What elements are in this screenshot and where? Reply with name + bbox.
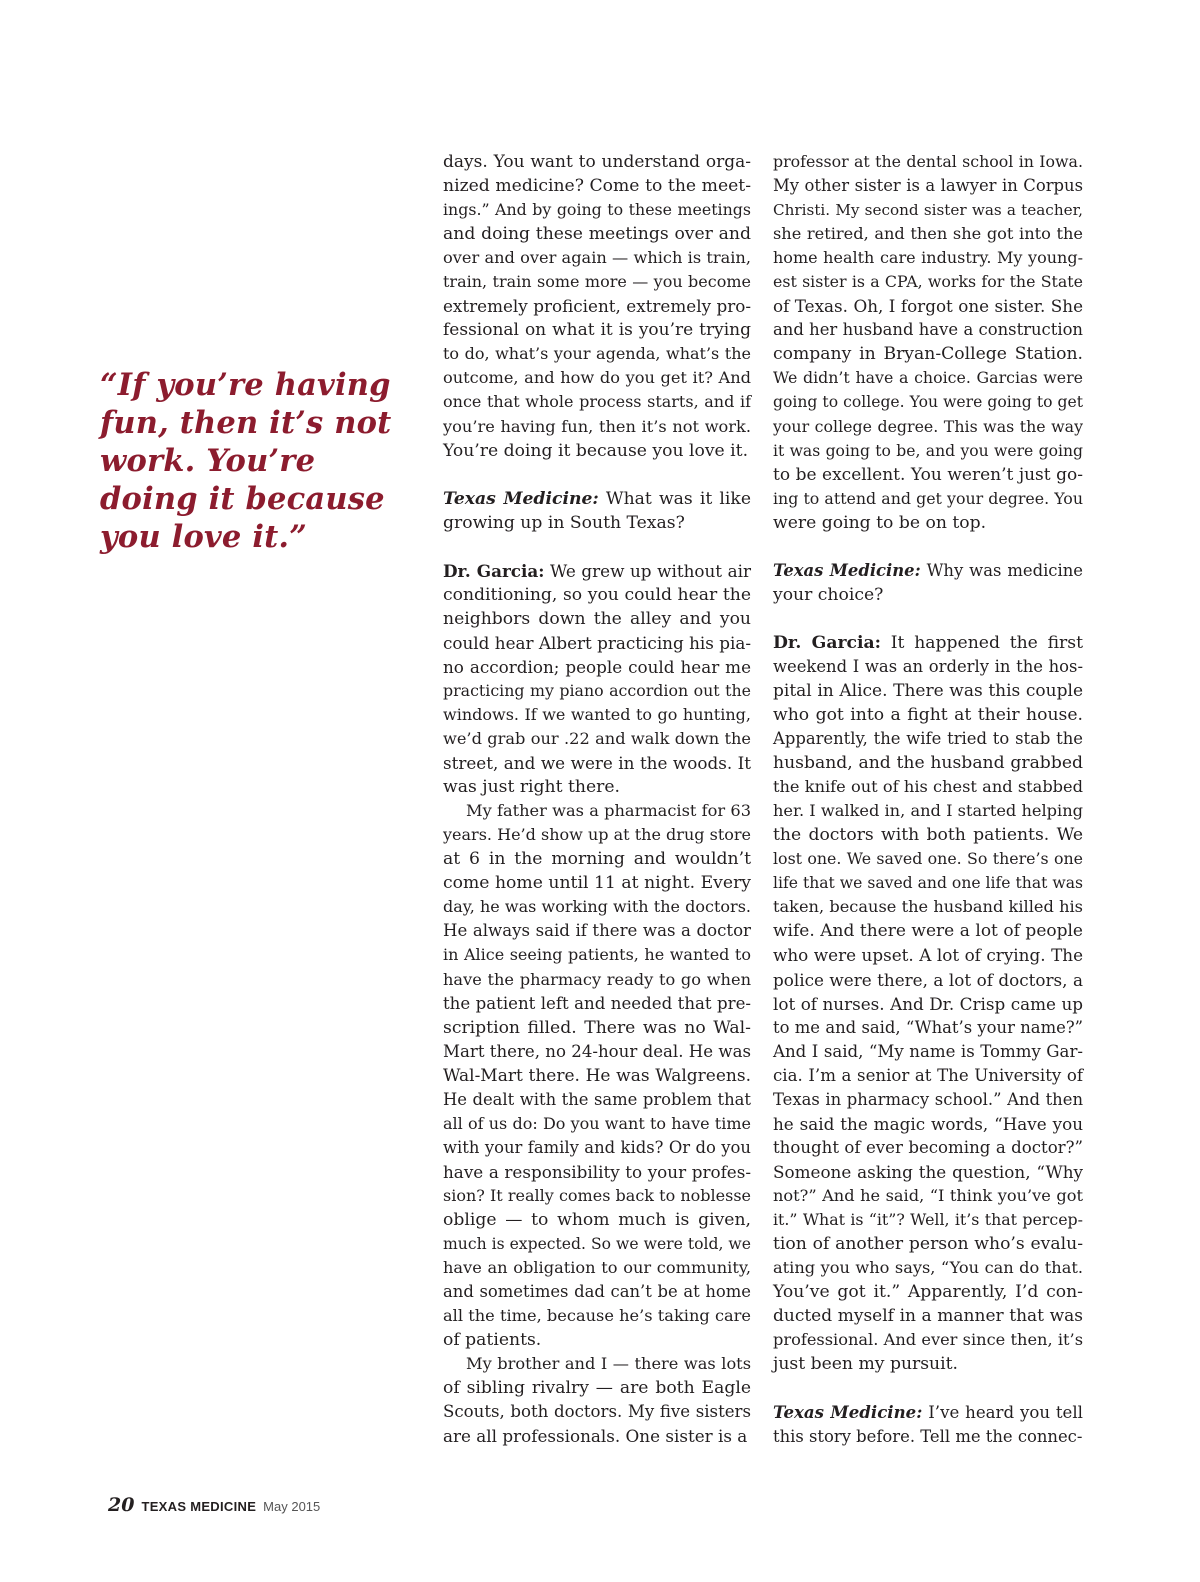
article-column-2	[773, 150, 1083, 1449]
text-line	[773, 1400, 1083, 1425]
paragraph	[443, 1352, 751, 1448]
text-line	[773, 775, 1083, 799]
line-text: Apparently, the wife tried to stab the	[773, 729, 1083, 749]
line-text: It happened the first	[881, 632, 1084, 653]
text-line	[773, 1112, 1083, 1136]
line-text: company in Bryan-College Station.	[773, 344, 1083, 365]
text-line	[443, 607, 751, 631]
speaker-label: Texas Medicine:	[773, 1402, 923, 1423]
line-text: once that whole process starts, and if	[443, 392, 751, 412]
text-line	[773, 390, 1083, 414]
line-text: My other sister is a lawyer in Corpus	[773, 176, 1083, 196]
text-line	[443, 1208, 751, 1232]
line-text: practicing my piano accordion out the	[443, 680, 751, 700]
text-line	[773, 943, 1083, 967]
line-text: Texas in pharmacy school.” And then	[773, 1089, 1083, 1109]
line-text: oblige — to whom much is given,	[443, 1209, 751, 1230]
text-line	[773, 246, 1083, 270]
question	[443, 487, 751, 535]
line-text: day, he was working with the doctors.	[443, 897, 751, 917]
text-line	[443, 1040, 751, 1064]
line-text: her. I walked in, and I started helping	[773, 801, 1083, 821]
line-text: tion of another person who’s evalu-	[773, 1234, 1083, 1255]
text-line	[773, 342, 1083, 366]
text-line	[443, 1232, 751, 1256]
line-text: have an obligation to our community,	[443, 1258, 751, 1278]
line-text: And I said, “My name is Tommy Gar-	[773, 1041, 1083, 1061]
answer	[443, 559, 751, 799]
text-line	[443, 1304, 751, 1328]
line-text: he said the magic words, “Have you	[773, 1113, 1083, 1134]
line-text: at 6 in the morning and wouldn’t	[443, 849, 751, 870]
line-text: to me and said, “What’s your name?”	[773, 1017, 1083, 1037]
text-line	[773, 1328, 1083, 1352]
line-text: fun, then it’s not	[100, 405, 392, 441]
text-line	[773, 1304, 1083, 1328]
line-text: growing up in South Texas?	[443, 512, 685, 533]
text-line	[773, 511, 1083, 535]
line-text: with your family and kids? Or do you	[443, 1137, 751, 1157]
text-line	[773, 871, 1083, 895]
page-footer	[108, 1494, 320, 1516]
line-text: cia. I’m a senior at The University of	[773, 1065, 1083, 1085]
text-line	[773, 174, 1083, 198]
line-text: You’ve got it.” Apparently, I’d con-	[773, 1282, 1083, 1303]
text-line	[773, 1208, 1083, 1232]
line-text: taken, because the husband killed his	[773, 897, 1083, 917]
speaker-label: Texas Medicine:	[773, 560, 921, 580]
text-line	[773, 727, 1083, 751]
text-line	[443, 246, 751, 270]
text-line	[443, 222, 751, 246]
text-line	[773, 1160, 1083, 1184]
text-line	[773, 799, 1083, 823]
text-line	[443, 198, 751, 222]
line-text: “If you’re having	[100, 367, 391, 403]
text-line	[443, 1424, 751, 1448]
line-text: outcome, and how do you get it? And	[443, 368, 751, 388]
line-text: to do, what’s your agenda, what’s the	[443, 344, 751, 364]
line-text: extremely proficient, extremely pro-	[443, 296, 751, 317]
text-line	[773, 415, 1083, 439]
line-text: not?” And he said, “I think you’ve got	[773, 1185, 1083, 1205]
line-text: Why was medicine	[920, 560, 1083, 580]
line-text: who were upset. A lot of crying. The	[773, 945, 1083, 966]
speaker-label: Dr. Garcia:	[773, 632, 881, 653]
line-text: going to college. You were going to get	[773, 393, 1083, 412]
line-text: your choice?	[773, 584, 884, 605]
text-line	[443, 415, 751, 439]
text-line	[443, 823, 751, 847]
text-line	[773, 366, 1083, 390]
text-line	[443, 751, 751, 775]
line-text: in Alice seeing patients, he wanted to	[443, 945, 751, 965]
line-text: we’d grab our .22 and walk down the	[443, 729, 751, 749]
line-text: of Texas. Oh, I forgot one sister. She	[773, 296, 1083, 317]
line-text: just been my pursuit.	[773, 1354, 958, 1375]
text-line	[773, 1136, 1083, 1160]
line-text: police were there, a lot of doctors, a	[773, 969, 1083, 990]
text-line	[443, 342, 751, 366]
line-text: and her husband have a construction	[773, 320, 1083, 340]
line-text: all the time, because he’s taking care	[443, 1306, 751, 1326]
text-line	[100, 404, 390, 442]
line-text: was just right there.	[443, 777, 620, 798]
line-text: My brother and I — there was lots	[466, 1354, 751, 1374]
text-line	[443, 270, 751, 294]
speaker-label: Dr. Garcia:	[443, 560, 545, 581]
text-line	[443, 1328, 751, 1352]
text-line	[443, 992, 751, 1016]
line-text: Wal-Mart there. He was Walgreens.	[443, 1065, 751, 1086]
line-text: wife. And there were a lot of people	[773, 921, 1083, 942]
text-line	[773, 992, 1083, 1016]
text-line	[443, 150, 751, 174]
line-text: neighbors down the alley and you	[443, 608, 751, 629]
text-line	[773, 655, 1083, 679]
line-text: doing it because	[100, 481, 385, 517]
line-text: lot of nurses. And Dr. Crisp came up	[773, 993, 1083, 1014]
text-line	[773, 487, 1083, 511]
text-line	[773, 1088, 1083, 1112]
line-text: lost one. We saved one. So there’s one	[773, 849, 1083, 869]
line-text: work. You’re	[100, 443, 316, 479]
line-text: professional. And ever since then, it’s	[773, 1330, 1083, 1350]
pull-quote	[100, 366, 390, 556]
line-text: fessional on what it is you’re trying	[443, 320, 751, 341]
line-text: your college degree. This was the way	[773, 416, 1083, 436]
line-text: You’re doing it because you love it.	[443, 440, 749, 461]
line-text: years. He’d show up at the drug store	[443, 825, 751, 845]
text-line	[443, 703, 751, 727]
text-line	[443, 1112, 751, 1136]
text-line	[443, 655, 751, 679]
text-line	[443, 943, 751, 967]
text-line	[100, 442, 390, 480]
line-text: thought of ever becoming a doctor?”	[773, 1137, 1083, 1157]
line-text: you love it.”	[100, 519, 307, 555]
line-text: est sister is a CPA, works for the State	[773, 272, 1083, 292]
text-line	[443, 847, 751, 871]
text-line	[773, 968, 1083, 992]
text-line	[100, 366, 390, 404]
line-text: conditioning, so you could hear the	[443, 584, 751, 605]
line-text: sion? It really comes back to noblesse	[443, 1185, 751, 1205]
line-text: nized medicine? Come to the meet-	[443, 176, 751, 197]
line-text: much is expected. So we were told, we	[443, 1235, 751, 1254]
line-text: husband, and the husband grabbed	[773, 753, 1083, 774]
text-line	[443, 390, 751, 414]
text-line	[773, 463, 1083, 487]
line-text: ating you who says, “You can do that.	[773, 1258, 1083, 1278]
text-line	[773, 919, 1083, 943]
text-line	[443, 487, 751, 511]
text-line	[443, 775, 751, 799]
line-text: all of us do: Do you want to have time	[443, 1113, 751, 1133]
text-line	[773, 1425, 1083, 1449]
question	[773, 559, 1083, 607]
line-text: the knife out of his chest and stabbed	[773, 777, 1083, 797]
text-line	[773, 1280, 1083, 1304]
line-text: Scouts, both doctors. My five sisters	[443, 1402, 751, 1422]
line-text: weekend I was an orderly in the hos-	[773, 656, 1083, 676]
text-line	[773, 583, 1083, 607]
text-line	[443, 799, 751, 823]
text-line	[773, 631, 1083, 655]
text-line	[443, 727, 751, 751]
line-text: no accordion; people could hear me	[443, 656, 751, 677]
text-line	[773, 751, 1083, 775]
article-column-1	[443, 150, 751, 1448]
text-line	[773, 847, 1083, 871]
line-text: come home until 11 at night. Every	[443, 873, 751, 894]
text-line	[443, 1400, 751, 1424]
text-line	[443, 1160, 751, 1184]
text-line	[773, 1064, 1083, 1088]
line-text: pital in Alice. There was this couple	[773, 680, 1083, 701]
line-text: We grew up without air	[544, 560, 751, 581]
line-text: are all professionals. One sister is a	[443, 1426, 748, 1447]
line-text: Someone asking the question, “Why	[773, 1161, 1083, 1182]
text-line	[100, 518, 390, 556]
line-text: We didn’t have a choice. Garcias were	[773, 368, 1083, 388]
line-text: My father was a pharmacist for 63	[466, 801, 751, 821]
text-line	[773, 270, 1083, 294]
paragraph	[773, 150, 1083, 535]
text-line	[773, 222, 1083, 246]
text-line	[443, 583, 751, 607]
paragraph	[443, 799, 751, 1352]
text-line	[773, 294, 1083, 318]
text-line	[443, 1256, 751, 1280]
text-line	[773, 198, 1083, 222]
text-line	[100, 480, 390, 518]
line-text: days. You want to understand orga-	[443, 152, 751, 172]
text-line	[773, 679, 1083, 703]
text-line	[443, 174, 751, 198]
line-text: this story before. Tell me the connec-	[773, 1427, 1083, 1447]
text-line	[443, 1376, 751, 1400]
text-line	[773, 1256, 1083, 1280]
line-text: He dealt with the same problem that	[443, 1089, 751, 1109]
line-text: she retired, and then she got into the	[773, 224, 1083, 244]
line-text: it was going to be, and you were going	[773, 441, 1083, 460]
question	[773, 1400, 1083, 1449]
text-line	[443, 631, 751, 655]
line-text: over and over again — which is train,	[443, 248, 751, 268]
text-line	[443, 439, 751, 463]
line-text: have the pharmacy ready to go when	[443, 969, 751, 989]
line-text: windows. If we wanted to go hunting,	[443, 704, 751, 724]
speaker-label: Texas Medicine:	[443, 488, 599, 509]
text-line	[443, 1280, 751, 1304]
text-line	[443, 1088, 751, 1112]
line-text: scription filled. There was no Wal-	[443, 1017, 751, 1038]
line-text: you’re having fun, then it’s not work.	[443, 416, 751, 436]
text-line	[443, 294, 751, 318]
issue-date: May 2015	[263, 1499, 321, 1514]
text-line	[773, 150, 1083, 174]
line-text: the patient left and needed that pre-	[443, 993, 751, 1013]
text-line	[773, 439, 1083, 463]
text-line	[443, 511, 751, 535]
text-line	[773, 1040, 1083, 1064]
line-text: of patients.	[443, 1330, 542, 1351]
line-text: What was it like	[598, 488, 751, 509]
text-line	[443, 679, 751, 703]
text-line	[443, 895, 751, 919]
line-text: who got into a fight at their house.	[773, 704, 1083, 725]
line-text: He always said if there was a doctor	[443, 921, 751, 941]
paragraph	[443, 150, 751, 463]
publication-name: TEXAS MEDICINE	[141, 1499, 257, 1514]
line-text: professor at the dental school in Iowa.	[773, 152, 1083, 171]
line-text: ducted myself in a manner that was	[773, 1306, 1083, 1327]
line-text: ings.” And by going to these meetings	[443, 200, 751, 220]
line-text: and sometimes dad can’t be at home	[443, 1282, 751, 1302]
line-text: of sibling rivalry — are both Eagle	[443, 1378, 751, 1399]
line-text: Christi. My second sister was a teacher,	[773, 201, 1083, 220]
text-line	[773, 1016, 1083, 1040]
line-text: could hear Albert practicing his pia-	[443, 632, 751, 653]
line-text: home health care industry. My young-	[773, 248, 1083, 268]
line-text: I’ve heard you tell	[922, 1403, 1083, 1423]
line-text: Mart there, no 24-hour deal. He was	[443, 1041, 751, 1061]
line-text: to be excellent. You weren’t just go-	[773, 464, 1083, 485]
line-text: ing to attend and get your degree. You	[773, 488, 1083, 508]
text-line	[443, 1136, 751, 1160]
answer	[773, 631, 1083, 1376]
text-line	[443, 1352, 751, 1376]
line-text: life that we saved and one life that was	[773, 874, 1083, 893]
line-text: train, train some more — you become	[443, 272, 751, 292]
text-line	[443, 1064, 751, 1088]
text-line	[773, 1232, 1083, 1256]
text-line	[443, 1184, 751, 1208]
text-line	[443, 968, 751, 992]
line-text: the doctors with both patients. We	[773, 825, 1083, 846]
page-number: 20	[108, 1494, 135, 1516]
text-line	[773, 318, 1083, 342]
text-line	[773, 895, 1083, 919]
text-line	[443, 318, 751, 342]
line-text: and doing these meetings over and	[443, 224, 751, 245]
text-line	[773, 823, 1083, 847]
line-text: it.” What is “it”? Well, it’s that percep-	[773, 1209, 1083, 1229]
text-line	[773, 559, 1083, 583]
text-line	[443, 559, 751, 583]
line-text: were going to be on top.	[773, 512, 987, 533]
text-line	[773, 1352, 1083, 1376]
text-line	[443, 871, 751, 895]
text-line	[443, 1016, 751, 1040]
text-line	[443, 919, 751, 943]
line-text: have a responsibility to your profes-	[443, 1161, 751, 1182]
line-text: street, and we were in the woods. It	[443, 753, 751, 774]
text-line	[773, 703, 1083, 727]
text-line	[443, 366, 751, 390]
text-line	[773, 1184, 1083, 1208]
